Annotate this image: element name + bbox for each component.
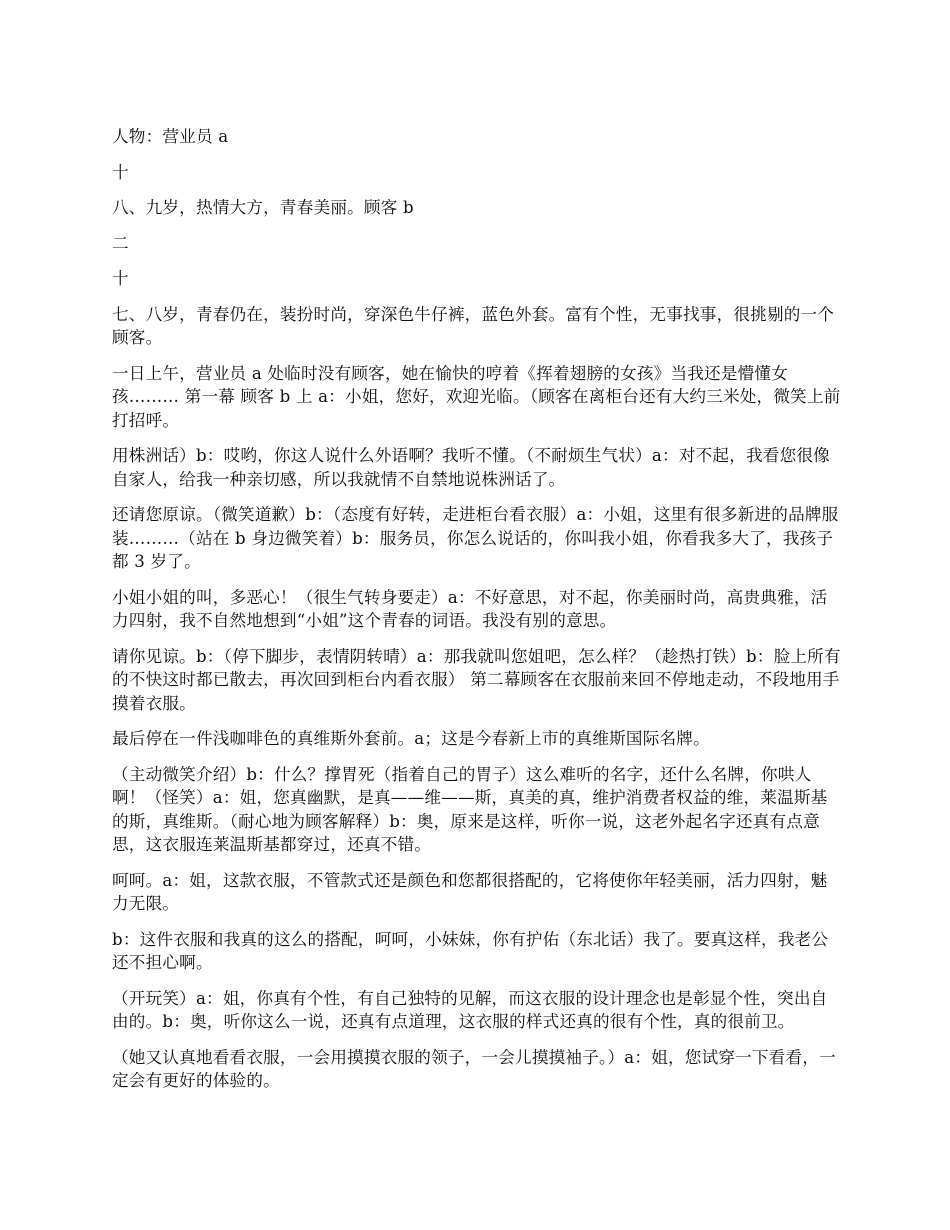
paragraph-design-concept: （开玩笑）a：姐，你真有个性，有自己独特的见解，而这衣服的设计理念也是彰显个性，突出自由的。b：奥，听你这么一说，还真有点道理，这衣服的样式还真的很有个性，真的很前卫。 [112, 988, 828, 1031]
paragraph-dialect-exchange: 用株洲话）b：哎哟，你这人说什么外语啊？我听不懂。（不耐烦生气状）a：对不起，我看您很像自家人，给我一种亲切感，所以我就情不自禁地说株洲话了。 [112, 446, 830, 489]
paragraph-style-praise: 呵呵。a：姐，这款衣服，不管款式还是颜色和您都很搭配的，它将使你年轻美丽，活力四射，魅力无限。 [112, 870, 828, 913]
paragraph-two: 二 [112, 233, 129, 253]
paragraph-characters: 人物：营业员 a [112, 127, 229, 146]
paragraph-ten-2: 十 [112, 269, 129, 288]
paragraph-ten-1: 十 [112, 162, 129, 182]
paragraph-scene-one-opening: 一日上午，营业员 a 处临时没有顾客，她在愉快的哼着《挥着翅膀的女孩》当我还是懵懂女孩……… 第一幕 顾客 b 上 a：小姐，您好，欢迎光临。（顾客在离柜台还有大约三米处，微笑上前打招呼。 [112, 363, 841, 430]
paragraph-try-on: （她又认真地看看衣服，一会用摸摸衣服的领子，一会儿摸摸袖子。）a：姐，您试穿一下看看，一定会有更好的体验的。 [112, 1047, 836, 1090]
document-body [112, 125, 842, 1105]
paragraph-brand-explanation: （主动微笑介绍）b：什么？撑胃死（指着自己的胃子）这么难听的名字，还什么名牌，你哄人啊！（怪笑）a：姐，您真幽默，是真——维——斯，真美的真，维护消费者权益的维，莱温斯基的斯，真维斯。（耐心地为顾客解释）b：奥，原来是这样，听你一说，这老外起名字还真有点意思，这衣服连莱温斯基都穿过，还真不错。 [112, 764, 828, 854]
paragraph-scene-two: 请你见谅。b：（停下脚步，表情阴转晴）a：那我就叫您姐吧，怎么样？（趁热打铁）b：脸上所有的不快这时都已散去，再次回到柜台内看衣服） 第二幕顾客在衣服前来回不停地走动，不段地用手摸着衣服。 [112, 646, 841, 713]
paragraph-clerk-description: 八、九岁，热情大方，青春美丽。顾客 b [112, 198, 414, 217]
paragraph-customer-description: 七、八岁，青春仍在，装扮时尚，穿深色牛仔裤，蓝色外套。富有个性，无事找事，很挑剔的一个顾客。 [112, 304, 835, 347]
paragraph-jacket: 最后停在一件浅咖啡色的真维斯外套前。a；这是今春新上市的真维斯国际名牌。 [112, 729, 710, 748]
paragraph-miss-complaint: 小姐小姐的叫，多恶心！（很生气转身要走）a：不好意思，对不起，你美丽时尚，高贵典雅，活力四射，我不自然地想到“小姐”这个青春的词语。我没有别的意思。 [112, 587, 828, 630]
paragraph-apology: 还请您原谅。（微笑道歉）b：（态度有好转，走进柜台看衣服）a：小姐，这里有很多新进的品牌服装………（站在 b 身边微笑着）b：服务员，你怎么说话的，你叫我小姐，你看我多大了，我孩子都 3 岁了。 [112, 505, 839, 571]
paragraph-customer-joke: b：这件衣服和我真的这么的搭配，呵呵，小妹妹，你有护佑（东北话）我了。要真这样，我老公还不担心啊。 [112, 929, 829, 972]
